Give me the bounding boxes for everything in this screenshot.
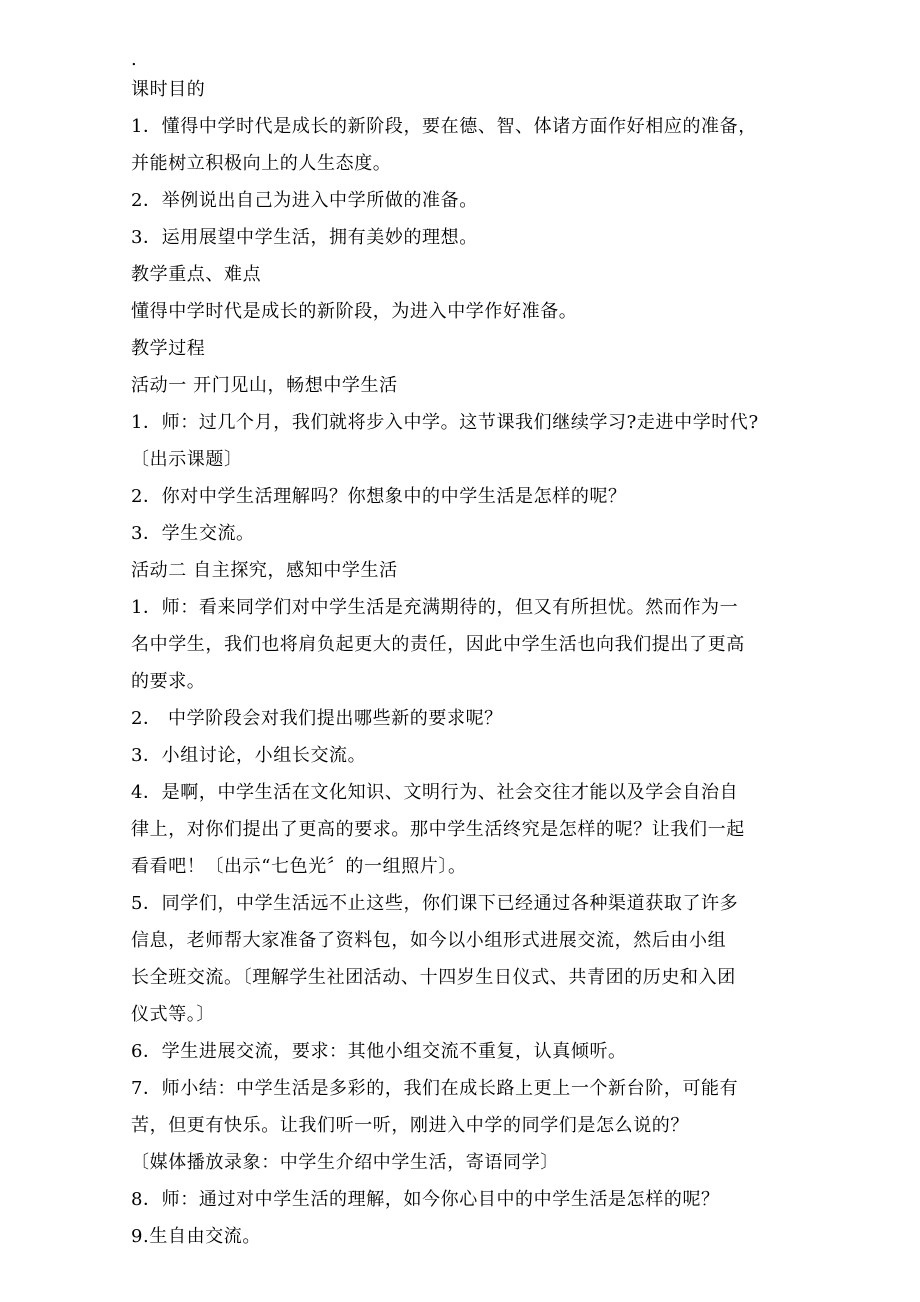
text-line: 律上，对你们提出了更高的要求。那中学生活终究是怎样的呢？让我们一起 xyxy=(131,819,745,840)
text-line: 〔媒体播放录象：中学生介绍中学生活，寄语同学〕 xyxy=(131,1152,559,1173)
text-line: 并能树立积极向上的人生态度。 xyxy=(131,153,392,174)
text-line: 1．师：过几个月，我们就将步入中学。这节课我们继续学习?走进中学时代? xyxy=(131,412,759,433)
heading-activity-two: 活动二 自主探究，感知中学生活 xyxy=(131,560,398,581)
text-line: 信息，老师帮大家准备了资料包，如今以小组形式进展交流，然后由小组 xyxy=(131,930,727,951)
text-line: 1．师：看来同学们对中学生活是充满期待的，但又有所担忧。然而作为一 xyxy=(131,597,739,618)
text-line: 1．懂得中学时代是成长的新阶段，要在德、智、体诸方面作好相应的准备， xyxy=(131,116,757,137)
heading-key-points: 教学重点、难点 xyxy=(131,264,262,285)
text-line: 4．是啊，中学生活在文化知识、文明行为、社会交往才能以及学会自治自 xyxy=(131,782,739,803)
text-line: 3．运用展望中学生活，拥有美妙的理想。 xyxy=(131,227,478,248)
text-line: 7．师小结：中学生活是多彩的，我们在成长路上更上一个新台阶，可能有 xyxy=(131,1078,739,1099)
text-line: 5．同学们，中学生活远不止这些，你们课下已经通过各种渠道获取了许多 xyxy=(131,893,739,914)
text-line: 2．举例说出自己为进入中学所做的准备。 xyxy=(131,190,478,211)
text-line: 3．小组讨论，小组长交流。 xyxy=(131,745,367,766)
text-line: 仪式等。〕 xyxy=(131,1004,215,1025)
text-line: 3．学生交流。 xyxy=(131,523,255,544)
text-line: 看看吧！〔出示“七色光〞的一组照片〕。 xyxy=(131,856,467,877)
text-line: 苦，但更有快乐。让我们听一听，刚进入中学的同学们是怎么说的？ xyxy=(131,1115,689,1136)
text-line: 2． 中学阶段会对我们提出哪些新的要求呢？ xyxy=(131,708,503,729)
text-line: 6．学生进展交流，要求：其他小组交流不重复，认真倾听。 xyxy=(131,1041,627,1062)
heading-activity-one: 活动一 开门见山，畅想中学生活 xyxy=(131,375,398,396)
text-line: 8．师：通过对中学生活的理解，如今你心目中的中学生活是怎样的呢？ xyxy=(131,1189,720,1210)
text-line: 名中学生，我们也将肩负起更大的责任，因此中学生活也向我们提出了更高 xyxy=(131,634,745,655)
text-line: 9.生自由交流。 xyxy=(131,1226,261,1247)
heading-objectives: 课时目的 xyxy=(131,79,206,100)
text-line: 的要求。 xyxy=(131,671,206,692)
text-line: 懂得中学时代是成长的新阶段，为进入中学作好准备。 xyxy=(131,301,578,322)
heading-process: 教学过程 xyxy=(131,338,206,359)
page-mark: . xyxy=(131,49,137,70)
text-line: 2．你对中学生活理解吗？你想象中的中学生活是怎样的呢？ xyxy=(131,486,627,507)
text-line: 长全班交流。〔理解学生社团活动、十四岁生日仪式、共青团的历史和入团 xyxy=(131,967,736,988)
text-line: 〔出示课题〕 xyxy=(131,449,243,470)
